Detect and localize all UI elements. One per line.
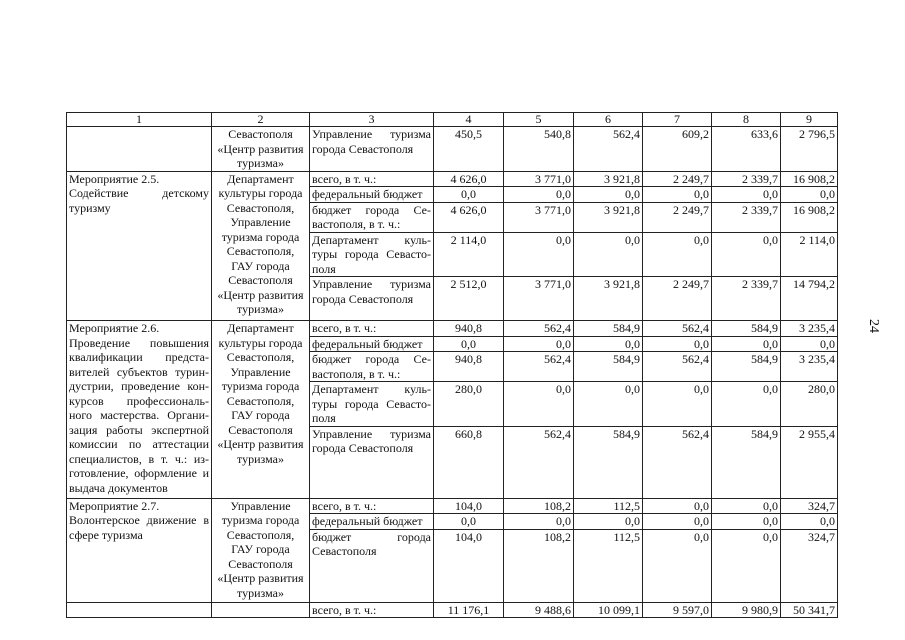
- column-number-4: 4: [434, 113, 504, 127]
- text-line: Мероприятие 2.5.: [69, 171, 160, 186]
- executor-cell: [212, 127, 310, 172]
- value-cell: 940,8: [434, 352, 504, 382]
- text-line: туризма города: [221, 229, 300, 244]
- text-line: «Центр развития: [217, 141, 304, 156]
- value-cell: 0,0: [434, 514, 504, 530]
- value-cell: 0,0: [434, 336, 504, 352]
- text-line: Департамент: [227, 171, 294, 186]
- value-cell: 14 794,2: [781, 277, 838, 321]
- text-line: культуры города: [218, 186, 303, 200]
- text-line: сфере туризма: [69, 527, 143, 542]
- column-number-8: 8: [712, 113, 781, 127]
- value-cell: 0,0: [643, 514, 712, 530]
- text-line: зация работы экспертной: [69, 422, 209, 437]
- funding-source-cell: [310, 277, 434, 321]
- total-value-cell: 9 980,9: [712, 602, 781, 618]
- value-cell: 2 512,0: [434, 277, 504, 321]
- funding-source-cell: [310, 171, 434, 187]
- text-line: Севастополя,: [226, 527, 295, 542]
- text-line: курсов профессиональ-: [69, 393, 209, 408]
- text-line: Управление туризма: [312, 426, 431, 441]
- text-line: комиссии по аттестации: [69, 437, 209, 451]
- text-line: туризма»: [237, 156, 284, 170]
- value-cell: 0,0: [643, 498, 712, 514]
- text-line: Севастополя,: [226, 200, 295, 215]
- value-cell: 0,0: [574, 382, 643, 427]
- value-cell: 112,5: [574, 498, 643, 514]
- value-cell: 108,2: [504, 498, 574, 514]
- column-number-6: 6: [574, 113, 643, 127]
- value-cell: 562,4: [643, 426, 712, 498]
- value-cell: 2 339,7: [712, 202, 781, 232]
- text-line: поля: [312, 261, 336, 276]
- text-line: Севастополя: [312, 544, 377, 558]
- text-line: ГАУ города: [231, 258, 290, 273]
- text-line: Мероприятие 2.7.: [69, 498, 160, 513]
- value-cell: 2 114,0: [781, 232, 838, 277]
- value-cell: 16 908,2: [781, 202, 838, 232]
- value-cell: 0,0: [643, 187, 712, 203]
- table-row: [67, 321, 838, 337]
- funding-source-cell: [310, 336, 434, 352]
- value-cell: 0,0: [712, 529, 781, 602]
- value-cell: 108,2: [504, 529, 574, 602]
- value-cell: 450,5: [434, 127, 504, 172]
- total-row: [67, 602, 838, 618]
- header-row: [67, 113, 838, 127]
- text-line: «Центр развития: [217, 287, 304, 302]
- value-cell: 104,0: [434, 529, 504, 602]
- value-cell: 2 249,7: [643, 171, 712, 187]
- text-line: вастополя, в т. ч.:: [312, 217, 401, 231]
- value-cell: 584,9: [712, 426, 781, 498]
- value-cell: 0,0: [504, 382, 574, 427]
- activity-cell: [67, 498, 212, 602]
- value-cell: 104,0: [434, 498, 504, 514]
- value-cell: 4 626,0: [434, 171, 504, 187]
- text-line: Проведение повышения: [69, 335, 209, 350]
- text-line: федеральный бюджет: [312, 187, 423, 201]
- executor-cell: [212, 171, 310, 321]
- value-cell: 609,2: [643, 127, 712, 172]
- text-line: вастополя, в т. ч.:: [312, 366, 401, 381]
- value-cell: 0,0: [643, 232, 712, 277]
- total-value-cell: 10 099,1: [574, 602, 643, 618]
- text-line: готовление, оформление и: [69, 466, 209, 480]
- value-cell: 584,9: [574, 321, 643, 337]
- text-line: Севастополя,: [226, 350, 295, 364]
- text-line: всего, в т. ч.:: [312, 321, 377, 335]
- value-cell: 3 771,0: [504, 202, 574, 232]
- empty-cell: [212, 602, 310, 618]
- text-line: бюджет города: [312, 529, 431, 544]
- page-number: 24: [866, 319, 881, 333]
- text-line: федеральный бюджет: [312, 514, 423, 528]
- text-line: Мероприятие 2.6.: [69, 321, 160, 335]
- value-cell: 0,0: [574, 187, 643, 203]
- column-number-9: 9: [781, 113, 838, 127]
- value-cell: 4 626,0: [434, 202, 504, 232]
- text-line: Севастополя,: [226, 393, 295, 408]
- value-cell: 0,0: [504, 232, 574, 277]
- text-line: специалистов, в т. ч.: из-: [69, 451, 209, 466]
- text-line: туризма города: [221, 513, 300, 527]
- executor-cell: [212, 321, 310, 499]
- text-line: Севастополя: [228, 556, 293, 571]
- value-cell: 2 339,7: [712, 277, 781, 321]
- activity-cell: [67, 127, 212, 172]
- value-cell: 2 249,7: [643, 277, 712, 321]
- value-cell: 584,9: [712, 321, 781, 337]
- value-cell: 280,0: [781, 382, 838, 427]
- value-cell: 940,8: [434, 321, 504, 337]
- value-cell: 0,0: [712, 498, 781, 514]
- table-row: [67, 171, 838, 187]
- text-line: города Севастополя: [312, 291, 414, 306]
- value-cell: 562,4: [643, 321, 712, 337]
- total-value-cell: 9 488,6: [504, 602, 574, 618]
- value-cell: 584,9: [712, 352, 781, 382]
- text-line: туризма города: [221, 379, 300, 393]
- value-cell: 0,0: [712, 187, 781, 203]
- value-cell: 660,8: [434, 426, 504, 498]
- value-cell: 3 921,8: [574, 171, 643, 187]
- funding-source-cell: [310, 529, 434, 602]
- column-number-7: 7: [643, 113, 712, 127]
- text-line: туризма»: [237, 585, 284, 600]
- value-cell: 0,0: [504, 187, 574, 203]
- funding-source-cell: [310, 514, 434, 530]
- text-line: Управление: [230, 215, 291, 229]
- text-line: культуры города: [218, 335, 303, 350]
- text-line: дустрии, проведение кон-: [69, 379, 209, 393]
- value-cell: 0,0: [434, 187, 504, 203]
- value-cell: 0,0: [712, 336, 781, 352]
- text-line: Севастополя: [228, 422, 293, 437]
- executor-cell: [212, 498, 310, 602]
- column-number-3: 3: [310, 113, 434, 127]
- funding-source-cell: [310, 498, 434, 514]
- text-line: ГАУ города: [231, 542, 290, 556]
- budget-table: [66, 112, 838, 618]
- value-cell: 3 235,4: [781, 321, 838, 337]
- text-line: Содействие детскому: [69, 186, 209, 200]
- value-cell: 0,0: [781, 336, 838, 352]
- text-line: поля: [312, 411, 336, 425]
- text-line: туризму: [69, 200, 111, 215]
- funding-source-cell: [310, 127, 434, 172]
- column-number-2: 2: [212, 113, 310, 127]
- text-line: Севастополя,: [226, 244, 295, 258]
- total-label: всего, в т. ч.:: [310, 602, 434, 618]
- value-cell: 584,9: [574, 426, 643, 498]
- text-line: туризма»: [237, 451, 284, 466]
- value-cell: 16 908,2: [781, 171, 838, 187]
- total-value-cell: 9 597,0: [643, 602, 712, 618]
- text-line: «Центр развития: [217, 571, 304, 585]
- value-cell: 0,0: [574, 336, 643, 352]
- value-cell: 0,0: [574, 514, 643, 530]
- text-line: всего, в т. ч.:: [312, 498, 377, 513]
- value-cell: 0,0: [643, 336, 712, 352]
- column-number-5: 5: [504, 113, 574, 127]
- text-line: Департамент куль-: [312, 382, 431, 396]
- text-line: всего, в т. ч.:: [312, 171, 377, 186]
- value-cell: 562,4: [504, 352, 574, 382]
- value-cell: 562,4: [504, 321, 574, 337]
- value-cell: 2 955,4: [781, 426, 838, 498]
- value-cell: 2 114,0: [434, 232, 504, 277]
- value-cell: 3 771,0: [504, 171, 574, 187]
- value-cell: 324,7: [781, 498, 838, 514]
- funding-source-cell: [310, 187, 434, 203]
- value-cell: 3 771,0: [504, 277, 574, 321]
- text-line: выдача документов: [69, 480, 168, 495]
- text-line: ГАУ города: [231, 408, 290, 422]
- value-cell: 3 235,4: [781, 352, 838, 382]
- value-cell: 0,0: [712, 382, 781, 427]
- text-line: Севастополя: [228, 273, 293, 287]
- funding-source-cell: [310, 321, 434, 337]
- text-line: Департамент: [227, 321, 294, 335]
- value-cell: 0,0: [504, 514, 574, 530]
- value-cell: 584,9: [574, 352, 643, 382]
- empty-cell: [67, 602, 212, 618]
- value-cell: 0,0: [781, 514, 838, 530]
- value-cell: 633,6: [712, 127, 781, 172]
- funding-source-cell: [310, 232, 434, 277]
- value-cell: 0,0: [781, 187, 838, 203]
- text-line: туры города Севасто-: [312, 247, 431, 261]
- text-line: туризма»: [237, 302, 284, 316]
- value-cell: 3 921,8: [574, 202, 643, 232]
- value-cell: 3 921,8: [574, 277, 643, 321]
- text-line: бюджет города Се-: [312, 202, 431, 217]
- value-cell: 112,5: [574, 529, 643, 602]
- value-cell: 0,0: [643, 529, 712, 602]
- text-line: Управление туризма: [312, 127, 431, 141]
- text-line: Управление: [230, 364, 291, 379]
- text-line: Департамент куль-: [312, 232, 431, 247]
- text-line: Управление туризма: [312, 277, 431, 291]
- value-cell: 0,0: [504, 336, 574, 352]
- column-number-1: 1: [67, 113, 212, 127]
- activity-cell: [67, 171, 212, 321]
- value-cell: 324,7: [781, 529, 838, 602]
- text-line: города Севастополя: [312, 441, 414, 455]
- text-line: Управление: [230, 498, 291, 513]
- value-cell: 0,0: [643, 382, 712, 427]
- value-cell: 562,4: [504, 426, 574, 498]
- text-line: бюджет города Се-: [312, 352, 431, 366]
- total-value-cell: 50 341,7: [781, 602, 838, 618]
- text-line: вителей субъектов турин-: [69, 364, 209, 379]
- funding-source-cell: [310, 352, 434, 382]
- value-cell: 562,4: [643, 352, 712, 382]
- activity-cell: [67, 321, 212, 499]
- text-line: «Центр развития: [217, 437, 304, 451]
- value-cell: 0,0: [574, 232, 643, 277]
- value-cell: 562,4: [574, 127, 643, 172]
- text-line: квалификации предста-: [69, 350, 209, 364]
- text-line: федеральный бюджет: [312, 336, 423, 351]
- value-cell: 280,0: [434, 382, 504, 427]
- total-value-cell: 11 176,1: [434, 602, 504, 618]
- text-line: города Севастополя: [312, 141, 414, 156]
- value-cell: 0,0: [712, 232, 781, 277]
- text-line: Волонтерское движение в: [69, 513, 209, 527]
- text-line: туры города Севасто-: [312, 396, 431, 411]
- funding-source-cell: [310, 382, 434, 427]
- text-line: ного мастерства. Органи-: [69, 408, 209, 422]
- value-cell: 2 249,7: [643, 202, 712, 232]
- table-row: [67, 127, 838, 172]
- table-row: [67, 498, 838, 514]
- funding-source-cell: [310, 202, 434, 232]
- value-cell: 0,0: [712, 514, 781, 530]
- funding-source-cell: [310, 426, 434, 498]
- value-cell: 540,8: [504, 127, 574, 172]
- value-cell: 2 339,7: [712, 171, 781, 187]
- value-cell: 2 796,5: [781, 127, 838, 172]
- text-line: Севастополя: [228, 127, 293, 141]
